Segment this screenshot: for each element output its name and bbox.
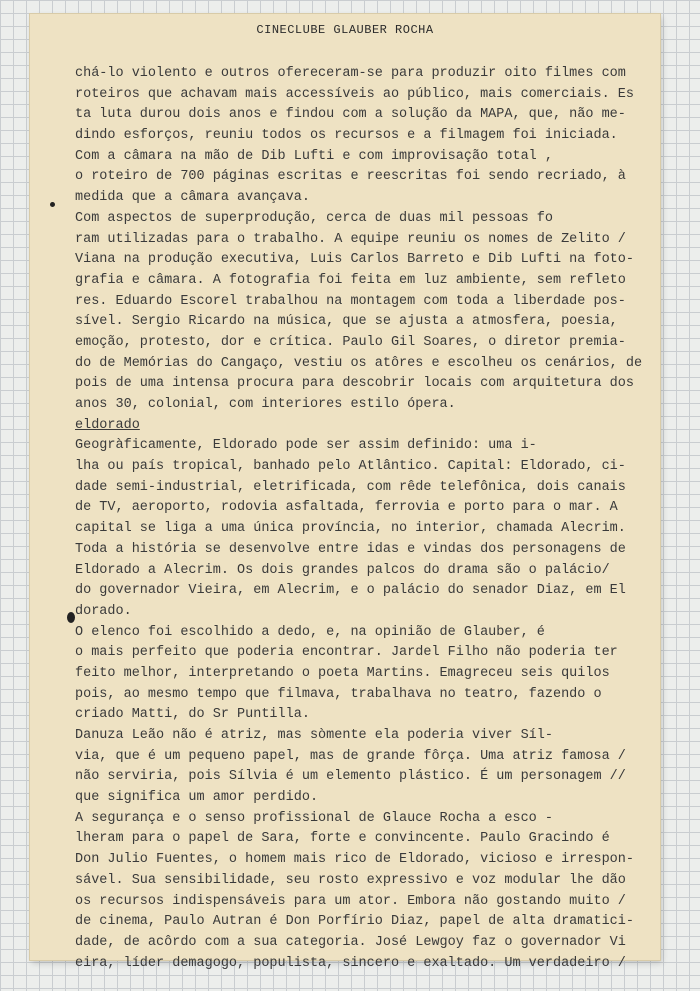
text-line: O elenco foi escolhido a dedo, e, na opinião de Glauber, é — [75, 624, 545, 640]
text-line: criado Matti, do Sr Puntilla. — [75, 707, 310, 723]
text-line: dade, de acôrdo com a sua categoria. José Lewgoy faz o governador Vi — [75, 934, 626, 950]
text-line: medida que a câmara avançava. — [75, 190, 310, 206]
text-line: Toda a história se desenvolve entre idas e vindas dos personagens de — [75, 541, 626, 557]
text-line: ram utilizadas para o trabalho. A equipe reuniu os nomes de Zelito / — [75, 231, 626, 247]
text-line: chá-lo violento e outros ofereceram-se para produzir oito filmes com — [75, 66, 626, 81]
text-line: Com a câmara na mão de Dib Lufti e com improvisação total , — [75, 148, 553, 164]
text-line: feito melhor, interpretando o poeta Martins. Emagreceu seis quilos — [75, 665, 610, 681]
page-body — [75, 64, 643, 974]
text-line: res. Eduardo Escorel trabalhou na montagem com toda a liberdade pos- — [75, 293, 626, 309]
text-line: lha ou país tropical, banhado pelo Atlântico. Capital: Eldorado, ci- — [75, 459, 626, 475]
text-line: dorado. — [75, 603, 132, 619]
text-line: do governador Vieira, em Alecrim, e o palácio do senador Diaz, em El — [75, 583, 626, 599]
text-line: emoção, protesto, dor e crítica. Paulo Gil Soares, o diretor premia- — [75, 334, 626, 350]
text-line: dindo esforços, reuniu todos os recursos e a filmagem foi iniciada. — [75, 128, 618, 144]
text-line: sável. Sua sensibilidade, seu rosto expressivo e voz modular lhe dão — [75, 872, 626, 888]
text-line: os recursos indispensáveis para um ator. Embora não gostando muito / — [75, 893, 626, 909]
page-header: CINECLUBE GLAUBER ROCHA — [256, 23, 434, 37]
text-line: de TV, aeroporto, rodovia asfaltada, ferrovia e porto para o mar. A — [75, 500, 618, 516]
text-line: capital se liga a uma única província, no interior, chamada Alecrim. — [75, 521, 626, 537]
text-line: grafia e câmara. A fotografia foi feita em luz ambiente, sem refleto — [75, 272, 626, 288]
text-line: pois de uma intensa procura para descobrir locais com arquitetura dos — [75, 376, 634, 392]
text-line: pois, ao mesmo tempo que filmava, trabalhava no teatro, fazendo o — [75, 686, 602, 702]
text-line: Eldorado a Alecrim. Os dois grandes palcos do drama são o palácio/ — [75, 562, 610, 578]
text-line: ta luta durou dois anos e findou com a solução da MAPA, que, não me- — [75, 107, 626, 123]
text-line: anos 30, colonial, com interiores estilo ópera. — [75, 397, 456, 412]
ink-blot — [67, 612, 75, 623]
text-line: de cinema, Paulo Autran é Don Porfírio Diaz, papel de alta dramatici- — [75, 914, 634, 930]
text-line: não serviria, pois Sílvia é um elemento plástico. É um personagem // — [75, 769, 626, 785]
text-line: lheram para o papel de Sara, forte e convincente. Paulo Gracindo é — [75, 831, 610, 847]
text-line: Danuza Leão não é atriz, mas sòmente ela poderia viver Síl- — [75, 728, 553, 743]
text-line: o mais perfeito que poderia encontrar. Jardel Filho não poderia ter — [75, 645, 618, 661]
text-line: Don Julio Fuentes, o homem mais rico de Eldorado, vicioso e irrespon- — [75, 852, 634, 868]
text-line: via, que é um pequeno papel, mas de grande fôrça. Uma atriz famosa / — [75, 748, 626, 764]
text-line: que significa um amor perdido. — [75, 790, 319, 806]
section-heading: eldorado — [75, 417, 140, 433]
text-line: dade semi-industrial, eletrificada, com rêde telefônica, dois canais — [75, 479, 626, 495]
text-line: Geogràficamente, Eldorado pode ser assim definido: uma i- — [75, 438, 537, 454]
typewritten-page — [30, 14, 660, 971]
ink-blot — [50, 202, 55, 207]
text-line: A segurança e o senso profissional de Glauce Rocha a esco - — [75, 810, 553, 826]
text-line: o roteiro de 700 páginas escritas e reescritas foi sendo recriado, à — [75, 169, 626, 185]
text-line: sível. Sergio Ricardo na música, que se ajusta a atmosfera, poesia, — [75, 314, 618, 330]
text-line: do de Memórias do Cangaço, vestiu os atôres e escolheu os cenários, de — [75, 355, 643, 371]
text-line: eira, líder demagogo, populista, sincero e exaltado. Um verdadeiro / — [75, 955, 626, 971]
text-line: Com aspectos de superprodução, cerca de duas mil pessoas fo — [75, 210, 553, 226]
text-line: Viana na produção executiva, Luis Carlos Barreto e Dib Lufti na foto- — [75, 252, 634, 268]
text-line: roteiros que achavam mais accessíveis ao público, mais comerciais. Es — [75, 86, 634, 102]
